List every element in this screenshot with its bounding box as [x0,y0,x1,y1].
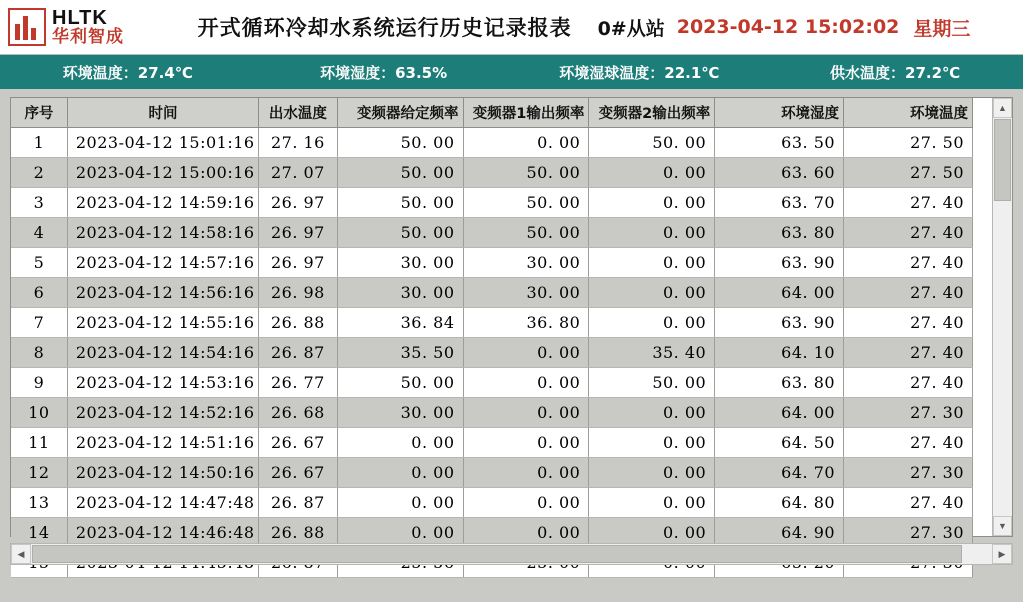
table-row[interactable] [11,157,973,187]
logo-latin-text: HLTK [52,6,108,29]
status-supply-water-temperature: 供水温度：27.2℃ [830,63,961,82]
cell-ambient-temp: 27. 50 [844,157,973,187]
cell-vfd1-freq: 0. 00 [463,127,589,157]
table-row[interactable] [11,127,973,157]
cell-outlet-temp: 26. 87 [259,337,338,367]
cell-time: 2023-04-12 14:47:48 [67,487,258,517]
cell-outlet-temp: 26. 97 [259,247,338,277]
cell-index: 1 [11,127,67,157]
app-header [0,0,1023,55]
table-row[interactable] [11,247,973,277]
cell-vfd2-freq: 0. 00 [589,307,715,337]
status-ambient-humidity: 环境湿度：63.5% [320,63,448,82]
cell-humidity: 63. 50 [715,127,844,157]
column-header-humidity[interactable]: 环境湿度 [715,98,844,127]
cell-humidity: 64. 70 [715,457,844,487]
cell-vfd1-freq: 0. 00 [463,367,589,397]
table-body [11,127,973,577]
cell-time: 2023-04-12 14:59:16 [67,187,258,217]
cell-humidity: 63. 60 [715,157,844,187]
cell-ambient-temp: 27. 30 [844,517,973,547]
cell-vfd2-freq: 0. 00 [589,487,715,517]
cell-vfd2-freq: 0. 00 [589,277,715,307]
cell-vfd2-freq: 0. 00 [589,187,715,217]
cell-time: 2023-04-12 14:55:16 [67,307,258,337]
cell-set-freq: 30. 00 [337,247,463,277]
cell-ambient-temp: 27. 40 [844,367,973,397]
cell-vfd1-freq: 50. 00 [463,157,589,187]
cell-vfd1-freq: 50. 00 [463,217,589,247]
cell-set-freq: 50. 00 [337,367,463,397]
cell-outlet-temp: 27. 16 [259,127,338,157]
cell-vfd2-freq: 0. 00 [589,517,715,547]
vertical-scrollbar[interactable] [992,98,1012,536]
cell-ambient-temp: 27. 30 [844,397,973,427]
cell-outlet-temp: 26. 88 [259,307,338,337]
cell-humidity: 64. 00 [715,277,844,307]
cell-humidity: 64. 90 [715,517,844,547]
cell-humidity: 64. 50 [715,427,844,457]
cell-humidity: 63. 80 [715,367,844,397]
cell-time: 2023-04-12 14:52:16 [67,397,258,427]
cell-humidity: 63. 80 [715,217,844,247]
cell-index: 3 [11,187,67,217]
horizontal-scroll-thumb[interactable] [32,545,962,563]
cell-vfd1-freq: 0. 00 [463,487,589,517]
table-row[interactable] [11,337,973,367]
table-row[interactable] [11,217,973,247]
cell-set-freq: 30. 00 [337,277,463,307]
company-logo [0,0,155,54]
cell-humidity: 63. 70 [715,187,844,217]
cell-ambient-temp: 27. 40 [844,247,973,277]
cell-vfd2-freq: 0. 00 [589,247,715,277]
cell-set-freq: 35. 50 [337,337,463,367]
horizontal-scrollbar[interactable] [10,543,1013,565]
cell-set-freq: 50. 00 [337,127,463,157]
cell-humidity: 64. 80 [715,487,844,517]
cell-index: 12 [11,457,67,487]
cell-vfd1-freq: 0. 00 [463,397,589,427]
cell-ambient-temp: 27. 40 [844,487,973,517]
cell-index: 4 [11,217,67,247]
history-table [11,98,973,578]
cell-outlet-temp: 26. 68 [259,397,338,427]
cell-index: 2 [11,157,67,187]
cell-time: 2023-04-12 14:53:16 [67,367,258,397]
cell-index: 14 [11,517,67,547]
status-ambient-temperature: 环境温度：27.4℃ [62,63,193,82]
cell-vfd2-freq: 50. 00 [589,367,715,397]
cell-vfd2-freq: 0. 00 [589,457,715,487]
cell-outlet-temp: 26. 97 [259,187,338,217]
column-header-index[interactable]: 序号 [11,98,67,127]
column-header-outlet-temp[interactable]: 出水温度 [259,98,338,127]
cell-outlet-temp: 27. 07 [259,157,338,187]
page-title: 开式循环冷却水系统运行历史记录报表 [197,16,572,40]
column-header-ambient-temp[interactable]: 环境温度 [844,98,973,127]
table-row[interactable] [11,307,973,337]
cell-vfd1-freq: 0. 00 [463,427,589,457]
cell-time: 2023-04-12 14:57:16 [67,247,258,277]
cell-vfd1-freq: 30. 00 [463,247,589,277]
cell-outlet-temp: 26. 67 [259,427,338,457]
cell-time: 2023-04-12 15:00:16 [67,157,258,187]
cell-set-freq: 0. 00 [337,487,463,517]
table-row[interactable] [11,367,973,397]
cell-index: 11 [11,427,67,457]
cell-set-freq: 0. 00 [337,427,463,457]
cell-set-freq: 50. 00 [337,217,463,247]
cell-time: 2023-04-12 14:54:16 [67,337,258,367]
cell-ambient-temp: 27. 30 [844,457,973,487]
table-row[interactable] [11,277,973,307]
cell-vfd1-freq: 50. 00 [463,187,589,217]
cell-humidity: 64. 00 [715,397,844,427]
status-wet-bulb-temperature: 环境湿球温度：22.1℃ [559,63,720,82]
cell-index: 8 [11,337,67,367]
table-row[interactable] [11,427,973,457]
cell-vfd1-freq: 0. 00 [463,457,589,487]
cell-vfd2-freq: 50. 00 [589,127,715,157]
cell-time: 2023-04-12 14:46:48 [67,517,258,547]
cell-time: 2023-04-12 14:51:16 [67,427,258,457]
scroll-left-button[interactable]: ◀ [11,544,31,564]
cell-ambient-temp: 27. 40 [844,277,973,307]
current-datetime: 2023-04-12 15:02:02 [676,16,900,38]
cell-set-freq: 0. 00 [337,457,463,487]
cell-ambient-temp: 27. 40 [844,337,973,367]
logo-chinese-text: 华利智成 [52,26,124,47]
cell-humidity: 64. 10 [715,337,844,367]
cell-ambient-temp: 27. 40 [844,217,973,247]
table-row[interactable] [11,457,973,487]
cell-vfd2-freq: 0. 00 [589,217,715,247]
cell-index: 9 [11,367,67,397]
cell-outlet-temp: 26. 98 [259,277,338,307]
cell-ambient-temp: 27. 50 [844,127,973,157]
cell-humidity: 63. 90 [715,247,844,277]
vertical-scroll-thumb[interactable] [994,119,1011,201]
cell-index: 6 [11,277,67,307]
cell-outlet-temp: 26. 88 [259,517,338,547]
cell-outlet-temp: 26. 97 [259,217,338,247]
title-block [155,12,1023,42]
cell-outlet-temp: 26. 77 [259,367,338,397]
cell-vfd1-freq: 36. 80 [463,307,589,337]
cell-time: 2023-04-12 15:01:16 [67,127,258,157]
cell-vfd1-freq: 0. 00 [463,517,589,547]
table-row[interactable] [11,487,973,517]
cell-vfd1-freq: 0. 00 [463,337,589,367]
cell-vfd2-freq: 35. 40 [589,337,715,367]
logo-mark-icon [8,8,46,46]
cell-vfd2-freq: 0. 00 [589,427,715,457]
cell-vfd1-freq: 30. 00 [463,277,589,307]
scroll-up-button[interactable]: ▲ [993,98,1012,118]
cell-vfd2-freq: 0. 00 [589,397,715,427]
scroll-down-button[interactable]: ▼ [993,516,1012,536]
cell-index: 10 [11,397,67,427]
cell-ambient-temp: 27. 40 [844,187,973,217]
cell-set-freq: 0. 00 [337,517,463,547]
cell-set-freq: 50. 00 [337,187,463,217]
column-header-vfd1-freq[interactable]: 变频器1输出频率 [463,98,589,127]
cell-humidity: 63. 90 [715,307,844,337]
cell-set-freq: 36. 84 [337,307,463,337]
scroll-right-button[interactable]: ▶ [992,544,1012,564]
cell-time: 2023-04-12 14:56:16 [67,277,258,307]
cell-outlet-temp: 26. 67 [259,457,338,487]
station-label: 0#从站 [597,17,665,40]
cell-time: 2023-04-12 14:58:16 [67,217,258,247]
status-bar [0,55,1023,89]
cell-ambient-temp: 27. 40 [844,427,973,457]
cell-set-freq: 30. 00 [337,397,463,427]
cell-index: 7 [11,307,67,337]
table-row[interactable] [11,187,973,217]
cell-ambient-temp: 27. 40 [844,307,973,337]
cell-index: 5 [11,247,67,277]
cell-vfd2-freq: 0. 00 [589,157,715,187]
column-header-vfd2-freq[interactable]: 变频器2输出频率 [589,98,715,127]
cell-index: 13 [11,487,67,517]
history-table-container [10,97,1013,542]
cell-outlet-temp: 26. 87 [259,487,338,517]
table-header-row [11,98,973,127]
cell-set-freq: 50. 00 [337,157,463,187]
column-header-time[interactable]: 时间 [67,98,258,127]
current-weekday: 星期三 [913,17,971,40]
column-header-set-freq[interactable]: 变频器给定频率 [337,98,463,127]
table-row[interactable] [11,397,973,427]
cell-time: 2023-04-12 14:50:16 [67,457,258,487]
